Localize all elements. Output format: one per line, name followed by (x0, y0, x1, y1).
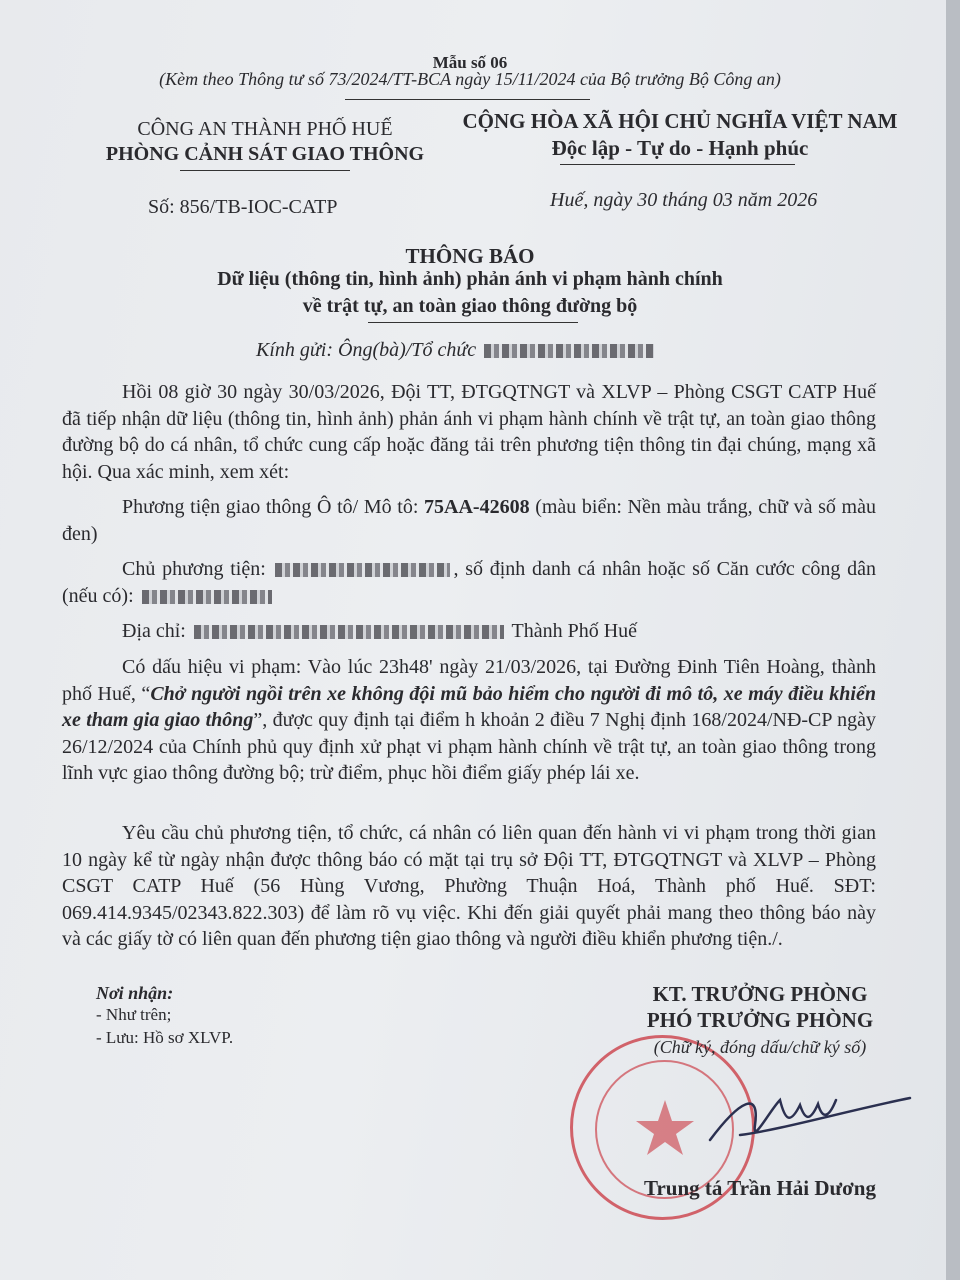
violation-description: Chở người ngồi trên xe không đội mũ bảo hiểm cho người đi mô tô, xe máy điều khiển xe tham gia giao thông (62, 682, 876, 732)
recipients-item-2: - Lưu: Hồ sơ XLVP. (96, 1028, 234, 1047)
signature-title-2: PHÓ TRƯỞNG PHÒNG (646, 1008, 874, 1032)
redacted-owner-name (275, 563, 450, 577)
background-edge (946, 0, 960, 1280)
paragraph-owner (62, 556, 876, 609)
owner-id-label: , số định danh cá nhân hoặc số Căn cước công dân (nếu có): (62, 558, 876, 607)
redacted-id-number (142, 590, 272, 604)
paragraph-violation (62, 654, 876, 787)
department-rule (180, 170, 350, 171)
agency-name: CÔNG AN THÀNH PHỐ HUẾ (137, 118, 393, 140)
redacted-recipient (484, 344, 654, 358)
signature-title-1: KT. TRƯỞNG PHÒNG (652, 982, 868, 1006)
paragraph-received: Hồi 08 giờ 30 ngày 30/03/2026, Đội TT, ĐTGQTNGT và XLVP – Phòng CSGT CATP Huế đã tiếp nhận dữ liệu (thông tin, hình ảnh) phản ánh vi phạm hành chính về trật tự, an toàn giao thông đường bộ do cá nhân, tổ chức cung cấp hoặc đăng tải trên phương tiện thông tin đại chúng, mạng xã hội. Qua xác minh, xem xét: (62, 381, 876, 483)
place-date: Huế, ngày 30 tháng 03 năm 2026 (550, 189, 818, 211)
country-name: CỘNG HÒA XÃ HỘI CHỦ NGHĨA VIỆT NAM (462, 109, 898, 133)
violation-intro: Có dấu hiệu vi phạm: Vào lúc 23h48' ngày 21/03/2026, tại Đường Đinh Tiên Hoàng, thành phố Huế, “ (62, 656, 876, 705)
paragraph-request: Yêu cầu chủ phương tiện, tổ chức, cá nhân có liên quan đến hành vi vi phạm trong thời gian 10 ngày kể từ ngày nhận được thông báo có mặt tại trụ sở Đội TT, ĐTGQTNGT và XLVP – Phòng CSGT CATP Huế (56 Hùng Vương, Phường Thuận Hoá, Thành phố Huế. SĐT: 069.414.9345/02343.822.303) để làm rõ vụ việc. Khi đến giải quyết phải mang theo thông báo này và các giấy tờ có liên quan đến phương tiện giao thông và người điều khiển phương tiện./. (62, 822, 876, 951)
recipients-item-1: - Như trên; (96, 1005, 172, 1024)
title-rule (368, 322, 578, 323)
form-number: Mẫu số 06 (432, 53, 508, 72)
paragraph-address (62, 618, 876, 645)
recipient-line (256, 340, 657, 360)
owner-label: Chủ phương tiện: (122, 558, 273, 580)
paragraph-vehicle (62, 494, 876, 547)
address-label: Địa chỉ: (122, 620, 191, 642)
header-rule (345, 99, 590, 100)
redacted-address (194, 625, 504, 639)
signer-name: Trung tá Trần Hải Dương (644, 1176, 876, 1200)
recipient-label: Kính gửi: Ông(bà)/Tổ chức (256, 339, 477, 361)
document-number: Số: 856/TB-IOC-CATP (148, 196, 338, 218)
license-plate: 75AA-42608 (424, 496, 530, 518)
plate-color-note: (màu biển: Nền màu trắng, chữ và số màu đen) (62, 496, 876, 545)
notice-subtitle-1: Dữ liệu (thông tin, hình ảnh) phản ánh vi phạm hành chính (217, 268, 723, 290)
address-city: Thành Phố Huế (506, 620, 638, 642)
notice-title: THÔNG BÁO (405, 244, 535, 268)
vehicle-label: Phương tiện giao thông Ô tô/ Mô tô: (122, 496, 425, 518)
form-attachment-note: (Kèm theo Thông tư số 73/2024/TT-BCA ngày 15/11/2024 của Bộ trưởng Bộ Công an) (159, 69, 781, 89)
national-motto: Độc lập - Tự do - Hạnh phúc (551, 136, 809, 160)
motto-rule (560, 164, 795, 165)
violation-legal-basis: ”, được quy định tại điểm h khoản 2 điều 7 Nghị định 168/2024/NĐ-CP ngày 26/12/2024 của Chính phủ quy định xử phạt vi phạm hành chính về trật tự, an toàn giao thông trong lĩnh vực giao thông đường bộ; trừ điểm, phục hồi điểm giấy phép lái xe. (62, 709, 876, 785)
recipients-label: Nơi nhận: (96, 983, 174, 1003)
handwritten-signature (700, 1070, 920, 1160)
department-name: PHÒNG CẢNH SÁT GIAO THÔNG (105, 143, 425, 165)
notice-subtitle-2: về trật tự, an toàn giao thông đường bộ (302, 295, 638, 317)
signature-note: (Chữ ký, đóng dấu/chữ ký số) (653, 1037, 867, 1057)
